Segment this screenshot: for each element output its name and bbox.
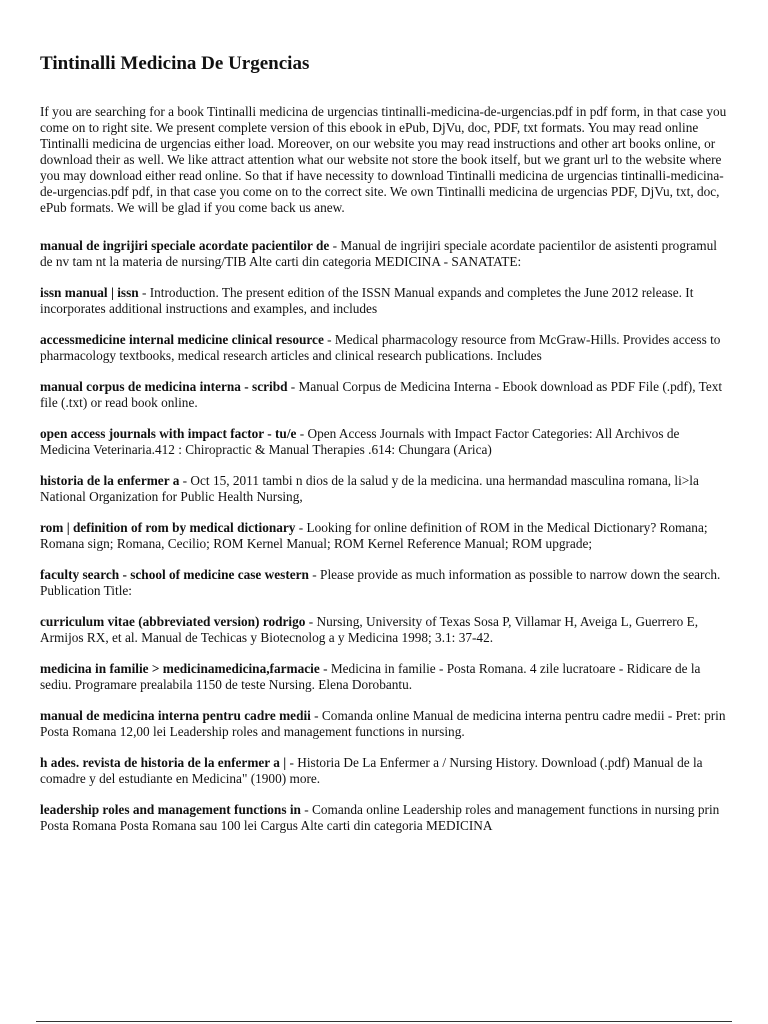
list-item — [40, 614, 730, 646]
entry-text: - Historia De La Enfermer a / Nursing History. Download (.pdf) Manual de la comadre y del estudiante en Medicina" (1900) more. — [40, 755, 703, 786]
list-item — [40, 755, 730, 787]
entry-heading: manual de ingrijiri speciale acordate pacientilor de — [40, 238, 330, 253]
list-item — [40, 379, 730, 411]
page-title: Tintinalli Medicina De Urgencias — [40, 53, 310, 74]
entry-heading: open access journals with impact factor - tu/e — [40, 426, 297, 441]
list-item — [40, 332, 730, 364]
list-item — [40, 661, 730, 693]
entry-heading: historia de la enfermer a — [40, 473, 180, 488]
entry-text: - Open Access Journals with Impact Factor Categories: All Archivos de Medicina Veterinaria.412 : Chiropractic & Manual Therapies .614: Chungara (Arica) — [40, 426, 680, 457]
list-item — [40, 802, 730, 834]
entry-heading: faculty search - school of medicine case western — [40, 567, 309, 582]
document-page — [40, 52, 730, 849]
entry-text: - Oct 15, 2011 tambi n dios de la salud y de la medicina. una hermandad masculina romana, li>la National Organization for Public Health Nursing, — [40, 473, 699, 504]
entry-text: - Comanda online Leadership roles and management functions in nursing prin Posta Romana Posta Romana sau 100 lei Cargus Alte carti din categoria MEDICINA — [40, 802, 720, 833]
entry-heading: medicina in familie > medicinamedicina,farmacie — [40, 661, 320, 676]
entry-heading: curriculum vitae (abbreviated version) rodrigo — [40, 614, 306, 629]
entry-list — [40, 238, 730, 834]
footer-divider — [36, 1021, 732, 1022]
entry-text: - Comanda online Manual de medicina interna pentru cadre medii - Pret: prin Posta Romana 12,00 lei Leadership roles and management functions in nursing. — [40, 708, 726, 739]
entry-heading: h ades. revista de historia de la enfermer a | — [40, 755, 287, 770]
entry-heading: manual corpus de medicina interna - scribd — [40, 379, 288, 394]
list-item — [40, 285, 730, 317]
entry-text: - Nursing, University of Texas Sosa P, Villamar H, Aveiga L, Guerrero E, Armijos RX, et al. Manual de Techicas y Biotecnolog a y Medicina 1998; 3.1: 37-42. — [40, 614, 699, 645]
list-item — [40, 473, 730, 505]
entry-text: - Please provide as much information as possible to narrow down the search. Publication Title: — [40, 567, 721, 598]
entry-text: - Looking for online definition of ROM in the Medical Dictionary? Romana; Romana sign; Romana, Cecilio; ROM Kernel Manual; ROM Kernel Reference Manual; ROM upgrade; — [40, 520, 708, 551]
list-item — [40, 238, 730, 270]
entry-text: - Medical pharmacology resource from McGraw-Hills. Provides access to pharmacology textbooks, medical research articles and clinical research publications. Includes — [40, 332, 721, 363]
list-item — [40, 426, 730, 458]
list-item — [40, 520, 730, 552]
entry-heading: accessmedicine internal medicine clinical resource — [40, 332, 324, 347]
entry-text: - Manual Corpus de Medicina Interna - Ebook download as PDF File (.pdf), Text file (.txt) or read book online. — [40, 379, 723, 410]
entry-heading: issn manual | issn — [40, 285, 139, 300]
entry-heading: manual de medicina interna pentru cadre medii — [40, 708, 311, 723]
entry-heading: rom | definition of rom by medical dictionary — [40, 520, 296, 535]
entry-heading: leadership roles and management functions in — [40, 802, 301, 817]
entry-text: - Introduction. The present edition of the ISSN Manual expands and completes the June 2012 release. It incorporates additional instructions and examples, and includes — [40, 285, 694, 316]
list-item — [40, 708, 730, 740]
entry-text: - Medicina in familie - Posta Romana. 4 zile lucratoare - Ridicare de la sediu. Programare prealabila 1150 de teste Nursing. Elena Dorobantu. — [40, 661, 701, 692]
entry-text: - Manual de ingrijiri speciale acordate pacientilor de asistenti programul de nv tam nt la materia de nursing/TIB Alte carti din categoria MEDICINA - SANATATE: — [40, 238, 717, 269]
intro-paragraph: If you are searching for a book Tintinalli medicina de urgencias tintinalli-medicina-de-urgencias.pdf in pdf form, in that case you come on to right site. We present complete version of this ebook in ePub, DjVu, doc, PDF, txt formats. You may read online Tintinalli medicina de urgencias either load. Moreover, on our website you may read instructions and other art books online, or download their as well. We like attract attention what our website not store the book itself, but we grant url to the website where you may download either read online. So that if have necessity to download Tintinalli medicina de urgencias tintinalli-medicina-de-urgencias.pdf pdf, in that case you come on to the correct site. We own Tintinalli medicina de urgencias PDF, DjVu, txt, doc, ePub formats. We will be glad if you come back us anew. — [40, 104, 727, 215]
list-item — [40, 567, 730, 599]
